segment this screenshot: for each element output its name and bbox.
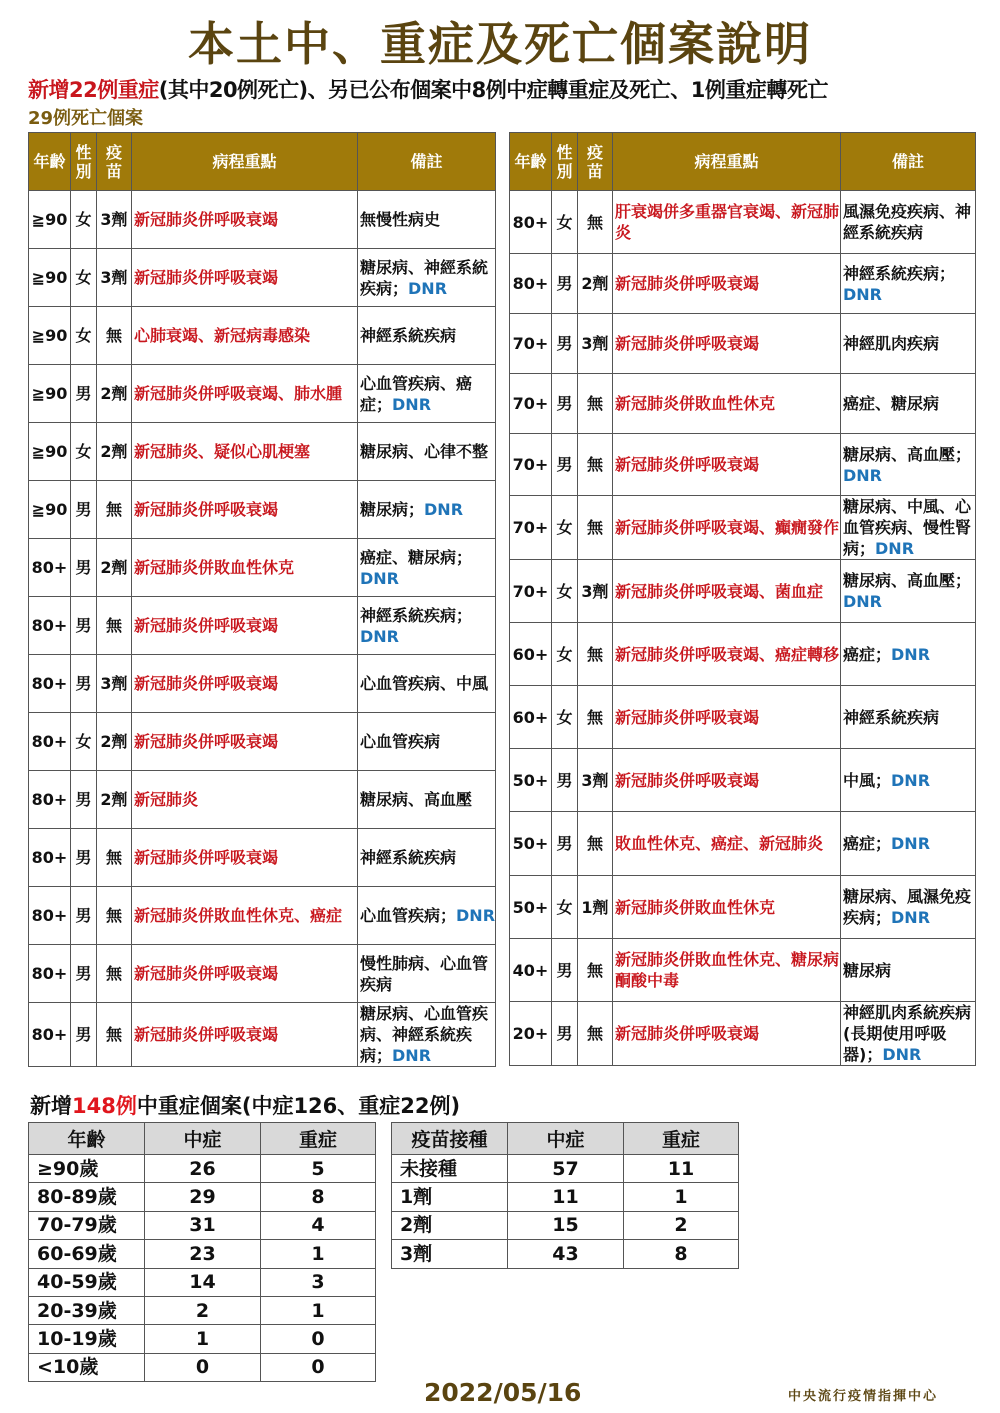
note-cell: 癌症、糖尿病 [841, 374, 976, 434]
moderate-cell: 1 [145, 1325, 261, 1353]
table-row [29, 1155, 376, 1183]
note-cell: 神經系統疾病 [841, 686, 976, 749]
table-row [29, 539, 496, 597]
table-header-row [510, 133, 976, 191]
course-cell: 新冠肺炎併呼吸衰竭 [132, 713, 358, 771]
table-row [510, 254, 976, 314]
label-cell: 60-69歲 [29, 1240, 145, 1268]
moderate-cell: 23 [145, 1240, 261, 1268]
age-cell: 70+ [510, 496, 552, 560]
age-cell: 20+ [510, 1002, 552, 1066]
dnr-tag: DNR [882, 1045, 922, 1064]
vaccine-cell: 無 [97, 1003, 132, 1067]
age-cell: ≧90 [29, 307, 71, 365]
moderate-cell: 26 [145, 1155, 261, 1183]
sex-cell: 女 [71, 191, 97, 249]
age-cell: 70+ [510, 374, 552, 434]
vaccine-stats-table [391, 1122, 739, 1269]
sex-cell: 女 [552, 876, 578, 939]
age-cell: 50+ [510, 812, 552, 876]
moderate-cell: 0 [145, 1353, 261, 1381]
vaccine-cell: 2劑 [97, 365, 132, 423]
vaccine-cell: 2劑 [97, 713, 132, 771]
sex-cell: 男 [552, 1002, 578, 1066]
age-cell: 80+ [29, 539, 71, 597]
course-cell: 新冠肺炎併呼吸衰竭、癲癇發作 [613, 496, 841, 560]
vaccine-cell: 無 [97, 887, 132, 945]
dnr-tag: DNR [843, 465, 882, 485]
vaccine-cell: 3劑 [578, 314, 613, 374]
course-cell: 新冠肺炎併敗血性休克、癌症 [132, 887, 358, 945]
subtitle [28, 74, 828, 104]
course-cell: 新冠肺炎併呼吸衰竭、菌血症 [613, 560, 841, 623]
age-cell: 50+ [510, 749, 552, 812]
dnr-tag: DNR [843, 592, 882, 611]
course-cell: 新冠肺炎併呼吸衰竭 [132, 1003, 358, 1067]
vaccine-cell: 2劑 [97, 771, 132, 829]
dnr-tag: DNR [424, 500, 464, 519]
age-cell: 80+ [29, 771, 71, 829]
col-header-note: 備註 [841, 133, 976, 191]
vaccine-cell: 無 [97, 597, 132, 655]
table-row [392, 1183, 739, 1211]
course-cell: 心肺衰竭、新冠病毒感染 [132, 307, 358, 365]
moderate-cell: 31 [145, 1211, 261, 1239]
sex-cell: 男 [552, 434, 578, 496]
sex-cell: 女 [552, 623, 578, 686]
label-cell: 20-39歲 [29, 1296, 145, 1324]
severe-cell: 8 [624, 1240, 739, 1268]
table-row [510, 374, 976, 434]
note-cell: 糖尿病、風濕免疫疾病；DNR [841, 876, 976, 939]
col-header-age: 年齡 [510, 133, 552, 191]
moderate-cell: 15 [508, 1211, 624, 1239]
dnr-tag: DNR [360, 626, 399, 646]
note-cell: 神經肌肉系統疾病(長期使用呼吸器)；DNR [841, 1002, 976, 1066]
col-header-note: 備註 [358, 133, 496, 191]
age-cell: 80+ [29, 655, 71, 713]
dnr-tag: DNR [875, 539, 915, 558]
note-cell: 癌症；DNR [841, 623, 976, 686]
sex-cell: 男 [71, 365, 97, 423]
age-cell: ≧90 [29, 423, 71, 481]
dnr-tag: DNR [891, 834, 931, 853]
vaccine-cell: 無 [578, 191, 613, 254]
dnr-tag: DNR [408, 278, 448, 298]
col-header-age: 年齡 [29, 1123, 145, 1155]
table-row [392, 1155, 739, 1183]
table-row [510, 434, 976, 496]
label-cell: ≥90歲 [29, 1155, 145, 1183]
dnr-tag: DNR [456, 906, 496, 925]
subtitle-highlight: 新增22例重症 [28, 78, 159, 102]
table-row [510, 623, 976, 686]
table-row [510, 314, 976, 374]
severe-cell: 1 [261, 1296, 376, 1324]
col-header-vaccination: 疫苗接種 [392, 1123, 508, 1155]
sex-cell: 男 [552, 812, 578, 876]
sex-cell: 女 [71, 713, 97, 771]
col-header-sex: 性別 [71, 133, 97, 191]
note-cell: 癌症、糖尿病；DNR [358, 539, 496, 597]
age-cell: 80+ [29, 945, 71, 1003]
vaccine-cell: 1劑 [578, 876, 613, 939]
table-row [29, 191, 496, 249]
table-row [29, 771, 496, 829]
moderate-cell: 2 [145, 1296, 261, 1324]
moderate-cell: 11 [508, 1183, 624, 1211]
severe-cell: 0 [261, 1325, 376, 1353]
sex-cell: 女 [71, 423, 97, 481]
note-cell: 心血管疾病 [358, 713, 496, 771]
severe-cell: 4 [261, 1211, 376, 1239]
course-cell: 新冠肺炎併呼吸衰竭 [132, 597, 358, 655]
vaccine-cell: 3劑 [578, 560, 613, 623]
dnr-tag: DNR [392, 394, 432, 414]
col-header-course: 病程重點 [613, 133, 841, 191]
label-cell: <10歲 [29, 1353, 145, 1381]
course-cell: 新冠肺炎併呼吸衰竭 [613, 434, 841, 496]
age-cell: 70+ [510, 314, 552, 374]
dnr-tag: DNR [891, 644, 931, 664]
label-cell: 1劑 [392, 1183, 508, 1211]
deaths-section-label: 29例死亡個案 [28, 108, 144, 129]
note-cell: 糖尿病、心血管疾病、神經系統疾病；DNR [358, 1003, 496, 1067]
note-cell: 糖尿病；DNR [358, 481, 496, 539]
vaccine-cell: 無 [578, 623, 613, 686]
severe-cell: 5 [261, 1155, 376, 1183]
course-cell: 新冠肺炎併呼吸衰竭 [132, 829, 358, 887]
label-cell: 10-19歲 [29, 1325, 145, 1353]
note-cell: 心血管疾病、中風 [358, 655, 496, 713]
course-cell: 敗血性休克、癌症、新冠肺炎 [613, 812, 841, 876]
dnr-tag: DNR [843, 284, 882, 304]
sex-cell: 女 [552, 496, 578, 560]
course-cell: 新冠肺炎併呼吸衰竭 [132, 945, 358, 1003]
note-cell: 心血管疾病、癌症；DNR [358, 365, 496, 423]
note-cell: 糖尿病、高血壓；DNR [841, 434, 976, 496]
table-row [510, 560, 976, 623]
col-header-age: 年齡 [29, 133, 71, 191]
note-cell: 神經系統疾病；DNR [841, 254, 976, 314]
note-cell: 糖尿病 [841, 939, 976, 1002]
course-cell: 新冠肺炎併呼吸衰竭 [613, 749, 841, 812]
age-cell: ≧90 [29, 365, 71, 423]
course-cell: 新冠肺炎併敗血性休克 [613, 374, 841, 434]
label-cell: 2劑 [392, 1211, 508, 1239]
course-cell: 新冠肺炎併敗血性休克、糖尿病酮酸中毒 [613, 939, 841, 1002]
age-cell: ≧90 [29, 481, 71, 539]
age-cell: 80+ [29, 713, 71, 771]
sex-cell: 男 [552, 374, 578, 434]
vaccine-cell: 無 [578, 496, 613, 560]
severe-cell: 1 [261, 1240, 376, 1268]
course-cell: 新冠肺炎併敗血性休克 [132, 539, 358, 597]
sex-cell: 男 [552, 939, 578, 1002]
col-header-severe: 重症 [261, 1123, 376, 1155]
vaccine-cell: 無 [97, 481, 132, 539]
table-row [29, 423, 496, 481]
sex-cell: 男 [71, 829, 97, 887]
note-cell: 中風；DNR [841, 749, 976, 812]
label-cell: 3劑 [392, 1240, 508, 1268]
course-cell: 新冠肺炎併呼吸衰竭、癌症轉移 [613, 623, 841, 686]
table-row [29, 365, 496, 423]
severe-cell: 11 [624, 1155, 739, 1183]
course-cell: 新冠肺炎併呼吸衰竭 [613, 686, 841, 749]
label-cell: 40-59歲 [29, 1268, 145, 1296]
col-header-sex: 性別 [552, 133, 578, 191]
sex-cell: 男 [71, 945, 97, 1003]
age-cell: 70+ [510, 434, 552, 496]
age-cell: 80+ [29, 1003, 71, 1067]
vaccine-cell: 無 [578, 812, 613, 876]
table-row [29, 249, 496, 307]
note-cell: 神經系統疾病 [358, 307, 496, 365]
col-header-course: 病程重點 [132, 133, 358, 191]
note-cell: 慢性肺病、心血管疾病 [358, 945, 496, 1003]
table-row [29, 829, 496, 887]
course-cell: 新冠肺炎併呼吸衰竭 [613, 1002, 841, 1066]
table-row [510, 686, 976, 749]
vaccine-cell: 無 [578, 939, 613, 1002]
moderate-cell: 57 [508, 1155, 624, 1183]
age-cell: 50+ [510, 876, 552, 939]
course-cell: 新冠肺炎、疑似心肌梗塞 [132, 423, 358, 481]
age-cell: 40+ [510, 939, 552, 1002]
note-cell: 神經系統疾病；DNR [358, 597, 496, 655]
report-date: 2022/05/16 [424, 1378, 582, 1407]
note-cell: 癌症；DNR [841, 812, 976, 876]
table-row [29, 655, 496, 713]
dnr-tag: DNR [891, 770, 931, 790]
vaccine-cell: 3劑 [97, 249, 132, 307]
sex-cell: 男 [71, 655, 97, 713]
col-header-vaccine: 疫苗 [97, 133, 132, 191]
page-title: 本土中、重症及死亡個案說明 [188, 17, 812, 71]
age-cell: ≧90 [29, 249, 71, 307]
severe-cell: 1 [624, 1183, 739, 1211]
vaccine-cell: 無 [578, 686, 613, 749]
table-row [510, 496, 976, 560]
age-cell: 70+ [510, 560, 552, 623]
sex-cell: 男 [71, 481, 97, 539]
table-row [29, 1353, 376, 1381]
note-cell: 糖尿病、高血壓；DNR [841, 560, 976, 623]
table-row [29, 887, 496, 945]
organization-name: 中央流行疫情指揮中心 [788, 1389, 939, 1404]
table-row [510, 939, 976, 1002]
note-cell: 風濕免疫疾病、神經系統疾病 [841, 191, 976, 254]
col-header-moderate: 中症 [508, 1123, 624, 1155]
sex-cell: 男 [71, 1003, 97, 1067]
table-row [29, 1003, 496, 1067]
table-header-row [29, 1123, 376, 1155]
table-row [510, 876, 976, 939]
vaccine-cell: 2劑 [578, 254, 613, 314]
label-cell: 80-89歲 [29, 1183, 145, 1211]
course-cell: 新冠肺炎併呼吸衰竭 [132, 655, 358, 713]
note-cell: 心血管疾病；DNR [358, 887, 496, 945]
sex-cell: 男 [71, 597, 97, 655]
course-cell: 新冠肺炎併呼吸衰竭 [132, 481, 358, 539]
moderate-cell: 29 [145, 1183, 261, 1211]
age-cell: 60+ [510, 686, 552, 749]
table-row [29, 1183, 376, 1211]
vaccine-cell: 2劑 [97, 423, 132, 481]
age-cell: ≧90 [29, 191, 71, 249]
table-row [29, 1211, 376, 1239]
death-cases-table-right [509, 132, 976, 1066]
summary-title: 新增148例中重症個案(中症126、重症22例) [30, 1094, 461, 1118]
course-cell: 新冠肺炎併呼吸衰竭 [132, 191, 358, 249]
vaccine-cell: 無 [97, 945, 132, 1003]
table-row [29, 713, 496, 771]
sex-cell: 男 [71, 771, 97, 829]
table-row [510, 812, 976, 876]
course-cell: 新冠肺炎併呼吸衰竭 [613, 254, 841, 314]
course-cell: 新冠肺炎併敗血性休克 [613, 876, 841, 939]
label-cell: 70-79歲 [29, 1211, 145, 1239]
age-cell: 80+ [510, 191, 552, 254]
age-cell: 80+ [29, 887, 71, 945]
age-cell: 80+ [29, 597, 71, 655]
table-row [29, 1240, 376, 1268]
sex-cell: 女 [552, 560, 578, 623]
col-header-vaccine: 疫苗 [578, 133, 613, 191]
sex-cell: 男 [71, 539, 97, 597]
table-row [510, 749, 976, 812]
table-row [29, 481, 496, 539]
age-cell: 80+ [510, 254, 552, 314]
course-cell: 新冠肺炎併呼吸衰竭 [132, 249, 358, 307]
note-cell: 無慢性病史 [358, 191, 496, 249]
sex-cell: 男 [71, 887, 97, 945]
table-row [29, 597, 496, 655]
severe-cell: 0 [261, 1353, 376, 1381]
vaccine-cell: 無 [578, 374, 613, 434]
note-cell: 糖尿病、高血壓 [358, 771, 496, 829]
table-header-row [29, 133, 496, 191]
dnr-tag: DNR [891, 908, 931, 927]
course-cell: 新冠肺炎 [132, 771, 358, 829]
severe-cell: 2 [624, 1211, 739, 1239]
table-row [392, 1240, 739, 1268]
subtitle-rest: (其中20例死亡)、另已公布個案中8例中症轉重症及死亡、1例重症轉死亡 [158, 78, 828, 102]
age-cell: 60+ [510, 623, 552, 686]
sex-cell: 女 [552, 191, 578, 254]
vaccine-cell: 3劑 [578, 749, 613, 812]
note-cell: 糖尿病、心律不整 [358, 423, 496, 481]
table-row [29, 945, 496, 1003]
col-header-severe: 重症 [624, 1123, 739, 1155]
table-header-row [392, 1123, 739, 1155]
table-row [29, 1268, 376, 1296]
note-cell: 神經肌肉疾病 [841, 314, 976, 374]
course-cell: 新冠肺炎併呼吸衰竭 [613, 314, 841, 374]
table-row [29, 1325, 376, 1353]
sex-cell: 男 [552, 749, 578, 812]
dnr-tag: DNR [392, 1046, 432, 1065]
table-row [392, 1211, 739, 1239]
table-row [29, 1296, 376, 1324]
death-cases-table-left [28, 132, 496, 1067]
moderate-cell: 14 [145, 1268, 261, 1296]
vaccine-cell: 無 [578, 434, 613, 496]
vaccine-cell: 無 [97, 829, 132, 887]
sex-cell: 女 [552, 686, 578, 749]
course-cell: 肝衰竭併多重器官衰竭、新冠肺炎 [613, 191, 841, 254]
note-cell: 糖尿病、中風、心血管疾病、慢性腎病；DNR [841, 496, 976, 560]
vaccine-cell: 3劑 [97, 191, 132, 249]
table-row [510, 1002, 976, 1066]
sex-cell: 女 [71, 307, 97, 365]
sex-cell: 女 [71, 249, 97, 307]
vaccine-cell: 無 [97, 307, 132, 365]
table-row [29, 307, 496, 365]
label-cell: 未接種 [392, 1155, 508, 1183]
table-row [510, 191, 976, 254]
note-cell: 神經系統疾病 [358, 829, 496, 887]
severe-cell: 3 [261, 1268, 376, 1296]
vaccine-cell: 3劑 [97, 655, 132, 713]
age-cell: 80+ [29, 829, 71, 887]
col-header-moderate: 中症 [145, 1123, 261, 1155]
course-cell: 新冠肺炎併呼吸衰竭、肺水腫 [132, 365, 358, 423]
sex-cell: 男 [552, 254, 578, 314]
summary-count: 148例 [72, 1094, 137, 1118]
moderate-cell: 43 [508, 1240, 624, 1268]
dnr-tag: DNR [360, 568, 399, 588]
vaccine-cell: 2劑 [97, 539, 132, 597]
note-cell: 糖尿病、神經系統疾病；DNR [358, 249, 496, 307]
sex-cell: 男 [552, 314, 578, 374]
age-stats-table [28, 1122, 376, 1382]
vaccine-cell: 無 [578, 1002, 613, 1066]
severe-cell: 8 [261, 1183, 376, 1211]
